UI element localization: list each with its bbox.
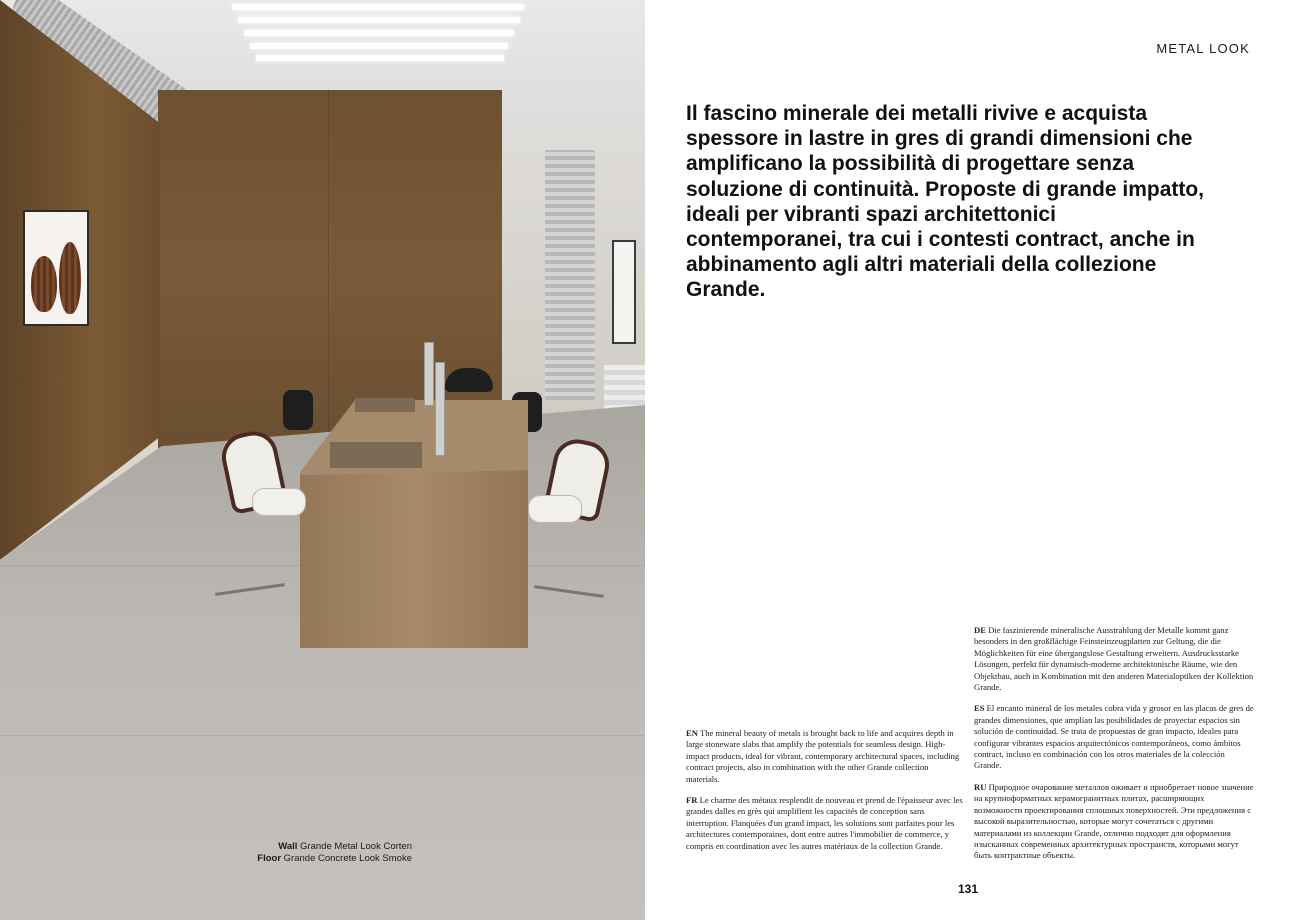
- paragraph-text: Le charme des métaux resplendit de nouveau et prend de l'épaisseur avec les grandes dalles en grès qui amplifient les capacités de conception sans interruption. Flanquées d'un grand impact, les solutions sont parfaites pour les architectures contemporaines, dont entre autres l'immobilier de commerce, y compris en coordination avec les autres matériaux de la collection Grande.: [686, 795, 963, 851]
- paragraph-en: [686, 728, 964, 785]
- window: [612, 240, 636, 344]
- chair-seat: [528, 495, 582, 523]
- paragraph-text: The mineral beauty of metals is brought back to life and acquires depth in large stoneware slabs that amplify the potentials for seamless design. High-impact products, ideal for vibrant, contemporary architectural spaces, including contract projects, also in combination with the other Grande collection materials.: [686, 728, 960, 784]
- caption-floor-label: Floor: [257, 853, 282, 864]
- caption-wall: [232, 841, 412, 853]
- desk-pad: [330, 442, 422, 468]
- ceiling-light: [238, 17, 520, 23]
- wall-artwork: [23, 210, 89, 326]
- paragraph-text: Природное очарование металлов оживает и приобретает новое значение на крупноформатных керамогранитных плитах, расширяющих возможности проектирования сплошных поверхностей. Эти предложения с высокой выразительностью, которые могут сочетаться с другими материалами из коллекции Grande, отлично подходят для оформления изысканных современных архитектурных пространств, которыми могут быть контрактные объекты.: [974, 781, 1254, 861]
- text-column-right: [974, 625, 1254, 872]
- wooden-desk: [300, 470, 528, 648]
- ceiling-light: [244, 30, 514, 36]
- desk-lamp: [445, 368, 493, 392]
- photo-caption: [232, 841, 412, 865]
- lang-code: FR: [686, 795, 698, 806]
- lang-code: ES: [974, 703, 985, 714]
- section-label: METAL LOOK: [1156, 41, 1250, 56]
- floor-joint: [0, 735, 645, 736]
- paragraph-fr: [686, 795, 964, 852]
- corten-back-wall: [158, 90, 502, 450]
- desk-pad: [355, 398, 415, 412]
- caption-floor: [232, 853, 412, 865]
- paragraph-text: Die faszinierende mineralische Ausstrahlung der Metalle kommt ganz besonders in den großflächige Feinsteinzeugplatten zur Geltung, die die Möglichkeiten für eine übergangslose Gestaltung erweitern. Ausdrucksstarke Lösungen, perfekt für dynamisch-moderne architektonische Räume, wie den Objektbau, auch in Kombination mit den anderen Materialoptiken der Kollektion Grande.: [974, 625, 1254, 693]
- monitor: [435, 362, 445, 456]
- caption-wall-label: Wall: [278, 841, 298, 852]
- monitor: [424, 342, 434, 406]
- paragraph-text: El encanto mineral de los metales cobra vida y grosor en las placas de gres de grandes dimensiones, que amplían las posibilidades de proyectar espacios sin solución de continuidad. Se trata de propuestas de gran impacto, ideales para configurar vibrantes espacios arquitectónicos contemporáneos, como ámbitos contract, incluso en combinación con los otros materiales de la colección Grande.: [974, 703, 1254, 771]
- paragraph-de: [974, 625, 1254, 693]
- ceiling-light: [250, 43, 508, 49]
- lang-code: DE: [974, 625, 986, 635]
- chair-seat: [252, 488, 306, 516]
- ceiling-light: [256, 55, 504, 61]
- interior-photo: [0, 0, 645, 920]
- paragraph-es: [974, 703, 1254, 771]
- caption-wall-value: Grande Metal Look Corten: [300, 841, 412, 852]
- lang-code: EN: [686, 728, 698, 738]
- ceiling-light: [232, 4, 524, 10]
- pear-illustration: [59, 242, 81, 314]
- office-chair: [283, 390, 313, 430]
- caption-floor-value: Grande Concrete Look Smoke: [283, 853, 412, 864]
- text-column-left: [686, 728, 964, 862]
- headline: Il fascino minerale dei metalli rivive e acquista spessore in lastre in gres di grandi dimensioni che amplificano la possibilità di progettare senza soluzione di continuità. Proposte di grande impatto, ideali per vibranti spazi architettonici contemporanei, tra cui i contesti contract, anche in abbinamento agli altri materiali della collezione Grande.: [686, 102, 1205, 302]
- page-number: 131: [957, 882, 979, 896]
- lang-code: RU: [974, 781, 987, 792]
- paragraph-ru: [974, 782, 1254, 862]
- ventilation-duct: [545, 150, 595, 400]
- pear-illustration: [31, 256, 57, 312]
